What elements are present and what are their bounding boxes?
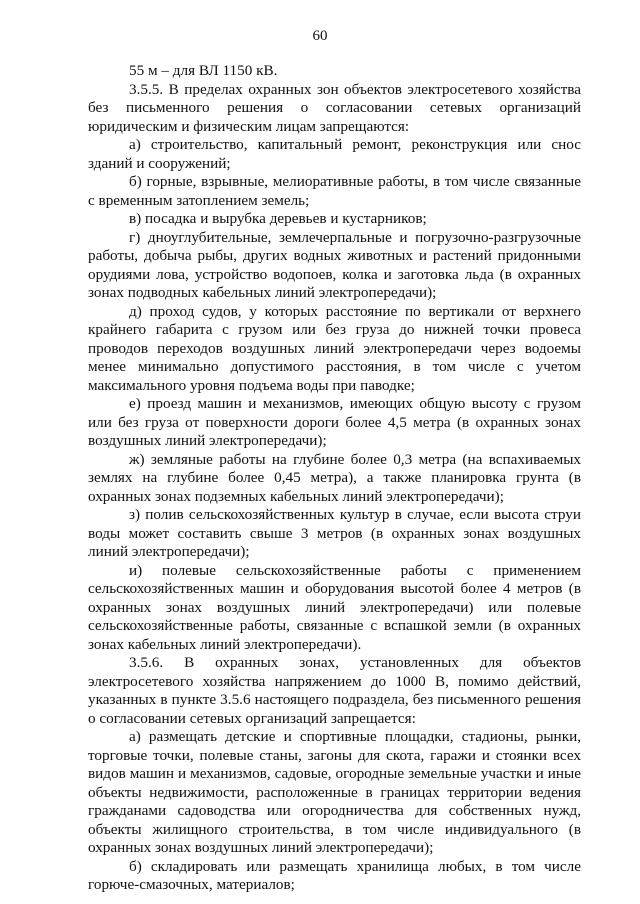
page-number: 60 — [312, 28, 328, 44]
paragraph-1: 55 м – для ВЛ 1150 кВ. — [129, 62, 278, 79]
paragraph-3-5-5: 3.5.5. В пределах охранных зон объектов электросетевого хозяйства без письменного решения о согласовании сетевых организаций юридическим и физическим лицам запрещаются: — [88, 80, 581, 135]
list-item-e: е) проезд машин и механизмов, имеющих общую высоту с грузом или без груза от поверхности дороги более 4,5 метра (в охранных зонах воздушных линий электропередачи); — [88, 395, 581, 449]
list-item-d: д) проход судов, у которых расстояние по вертикали от верхнего крайнего габарита с грузом или без груза до нижней точки провеса проводов переходов воздушных линий электропередачи через водоемы менее минимально допустимого расстояния, в том числе с учетом максимального уровня подъема воды при паводке; — [88, 302, 581, 394]
list-item-z: з) полив сельскохозяйственных культур в случае, если высота струи воды может составить свыше 3 метров (в охранных зонах воздушных линий электропередачи); — [88, 506, 581, 560]
list-item-g: г) дноуглубительные, землечерпальные и погрузочно-разгрузочные работы, добыча рыбы, других водных животных и растений придонными орудиями лова, устройство водопоев, колка и заготовка льда (в охранных зонах подводных кабельных линий электропередачи); — [88, 228, 581, 301]
list-item-i: и) полевые сельскохозяйственные работы с применением сельскохозяйственных машин и оборудования высотой более 4 метров (в охранных зонах воздушных линий электропередачи) или полевые сельскохозяйственные работы, связанные с вспашкой земли (в охранных зонах кабельных линий электропередачи). — [88, 561, 581, 653]
list-item-v: в) посадка и вырубка деревьев и кустарников; — [129, 210, 427, 227]
list-item-b-2: б) складировать или размещать хранилища любых, в том числе горюче-смазочных, материалов; — [88, 857, 581, 893]
list-item-zh: ж) земляные работы на глубине более 0,3 метра (на вспахиваемых землях на глубине более 0,45 метра), а также планировка грунта (в охранных зонах подземных кабельных линий электропередачи); — [88, 450, 581, 505]
list-item-b: б) горные, взрывные, мелиоративные работы, в том числе связанные с временным затоплением земель; — [88, 173, 581, 209]
list-item-a: а) строительство, капитальный ремонт, реконструкция или снос зданий и сооружений; — [88, 136, 581, 172]
paragraph-3-5-6: 3.5.6. В охранных зонах, установленных для объектов электросетевого хозяйства напряжением до 1000 В, помимо действий, указанных в пункте 3.5.6 настоящего подраздела, без письменного решения о согласовании сетевых организаций запрещается: — [88, 654, 581, 727]
document-body — [88, 62, 581, 895]
list-item-a-2: а) размещать детские и спортивные площадки, стадионы, рынки, торговые точки, полевые станы, загоны для скота, гаражи и стоянки всех видов машин и механизмов, садовые, огородные земельные участки и иные объекты недвижимости, расположенные в границах территории ведения гражданами садоводства или огородничества для собственных нужд, объекты жилищного строительства, в том числе индивидуального (в охранных зонах воздушных линий электропередачи); — [88, 728, 581, 856]
